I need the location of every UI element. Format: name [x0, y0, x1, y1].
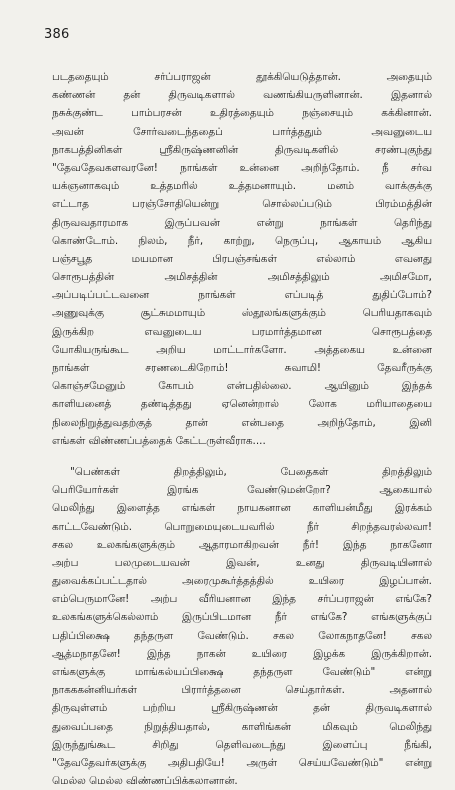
text-line: நசுக்குண்ட பாம்பரசன் உதிரத்தையும் நஞ்சையும் கக்கினான். — [52, 107, 432, 120]
text-line: மெல்ல மெல்ல விண்ணப்பிக்கலானான். — [52, 775, 238, 788]
text-line: அணுவுக்கு சூட்சுமமாயும் ஸ்தூலங்களுக்கும் பெரியதாகவும் — [52, 307, 432, 320]
text-line: படததையும் சர்ப்பராஜன் தூக்கியெடுத்தான். அதையும் — [52, 71, 432, 83]
text-line: அவன் சோர்வடைந்ததைப் பார்த்ததும் அவனுடைய — [52, 125, 432, 138]
text-line: காட்டவேண்டும். பொறுமையுடையவரில் நீர் சிறந்தவரல்லவா! — [52, 520, 432, 533]
text-line: அற்ப பலமுடையவன் இவன், உனது திருவடியினால் — [52, 556, 432, 569]
text-line: கொஞ்சமேனும் கோபம் என்பதில்லை. ஆயினும் இந்தக் — [52, 380, 432, 393]
text-line: திருவவதாரமாக இருப்பவன் என்று நாங்கள் தெரிந்து — [52, 216, 432, 229]
text-line: கொண்டோம். நிலம், நீர், காற்று, நெருப்பு, ஆகாயம் ஆகிய — [52, 234, 432, 247]
text-line: சொரூபத்தின் அமிசத்தின் அமிசத்திலும் அமிசமோ, — [52, 271, 432, 284]
text-line: எங்கள் விண்ணப்பத்தைக் கேட்டருள்வீராக.... — [52, 434, 266, 447]
text-line: காளியனைத் தண்டித்தது ஏனென்றால் லோக மரியாதையை — [52, 398, 432, 411]
text-line: எட்டாத பரஞ்சோதியென்று சொல்லப்படும் பிரம்மத்தின் — [52, 198, 432, 211]
text-line: யக்ஞனாகவும் உத்தமரில் உத்தமனாயும். மனம் வாக்குக்கு — [52, 180, 432, 193]
text-line: பதிப்பிக்ஷை தந்தருள வேண்டும். சகல லோகநாதனே! சகல — [52, 629, 432, 642]
text-line: மெலிந்து இளைத்த எங்கள் நாயகனான காளியன்மீது இரக்கம் — [52, 502, 432, 515]
paragraph-1 — [52, 68, 432, 450]
text-line: சகல உலகங்களுக்கும் ஆதாரமாகிறவன் நீர்! இந்த நாகனோ — [52, 538, 432, 551]
text-line: இருக்கிற எவனுடைய பரமார்த்தமான சொரூபத்தை — [52, 325, 432, 338]
text-line: நாங்கள் சரணடைகிறோம்! சுவாமி! தேவரீருக்கு — [52, 362, 432, 374]
text-line: பஞ்சபூத மயமான பிரபஞ்சங்கள் எல்லாம் எவனது — [52, 252, 432, 265]
paragraph-gap — [52, 450, 432, 463]
text-line: ஆத்மநாதனே! இந்த நாகன் உயிரை இழக்க இருக்கிறான். — [52, 647, 432, 660]
text-line: பெரியோர்கள் இரங்க வேண்டுமன்றோ? ஆகையால் — [52, 484, 432, 497]
text-line: எங்களுக்கு மாங்கல்யப்பிக்ஷை தந்தருள வேண்டும்" என்று — [52, 666, 432, 678]
text-line: நாகககன்னியர்கள் பிரார்த்தனை செய்தார்கள். அதனால் — [52, 684, 432, 697]
text-line: "தேவதேவகளவரனே! நாங்கள் உன்னை அறிந்தோம். நீ சர்வ — [52, 161, 432, 174]
body-text — [52, 68, 432, 790]
text-line: "தேவதேவர்களுக்கு அதிபதியே! அருள் செய்யவேண்டும்" என்று — [52, 756, 432, 769]
paragraph-2 — [52, 463, 432, 790]
text-line: திருவுள்ளம் பற்றிய ஸ்ரீகிருஷ்ணன் தன் திருவடிகளால் — [52, 702, 432, 715]
text-line: நிலைநிறுத்துவதற்குத் தான் என்பதை அறிந்தோம், இனி — [52, 416, 432, 429]
page-number: 386 — [44, 27, 70, 42]
text-line: யோகியருங்கூட அறிய மாட்டார்களோ. அத்தகைய உன்னை — [52, 343, 432, 356]
text-line: நாகபத்தினிகள் ஸ்ரீகிருஷ்ணனின் திருவடிகளில் சரண்புகுந்து — [52, 143, 432, 156]
text-line: அப்படிப்பட்டவனை நாங்கள் எப்படித் துதிப்போம்? — [52, 289, 432, 302]
text-line: உலகங்களுக்கெல்லாம் இருப்பிடமான நீர் எங்கே? எங்களுக்குப் — [52, 611, 432, 624]
text-line: "பெண்கள் திறத்திலும், பேதைகள் திறத்திலும் — [70, 465, 432, 478]
text-line: எம்பெருமானே! அற்ப வீரியனான இந்த சர்ப்பராஜன் எங்கே? — [52, 593, 432, 606]
text-line: இருந்துங்கூட சிறிது தெளிவடைந்து இளைப்பு நீங்கி, — [52, 738, 432, 751]
text-line: துவைக்கப்பட்டதால் அரைமுகூர்த்தத்தில் உயிரை இழப்பான். — [52, 575, 432, 588]
text-line: கண்ணன் தன் திருவடிகளால் வணங்கியருளினான். இதனால் — [52, 89, 432, 102]
text-line: துவைப்பதை நிறுத்தியதால், காளிங்கன் மிகவும் மெலிந்து — [52, 720, 432, 733]
